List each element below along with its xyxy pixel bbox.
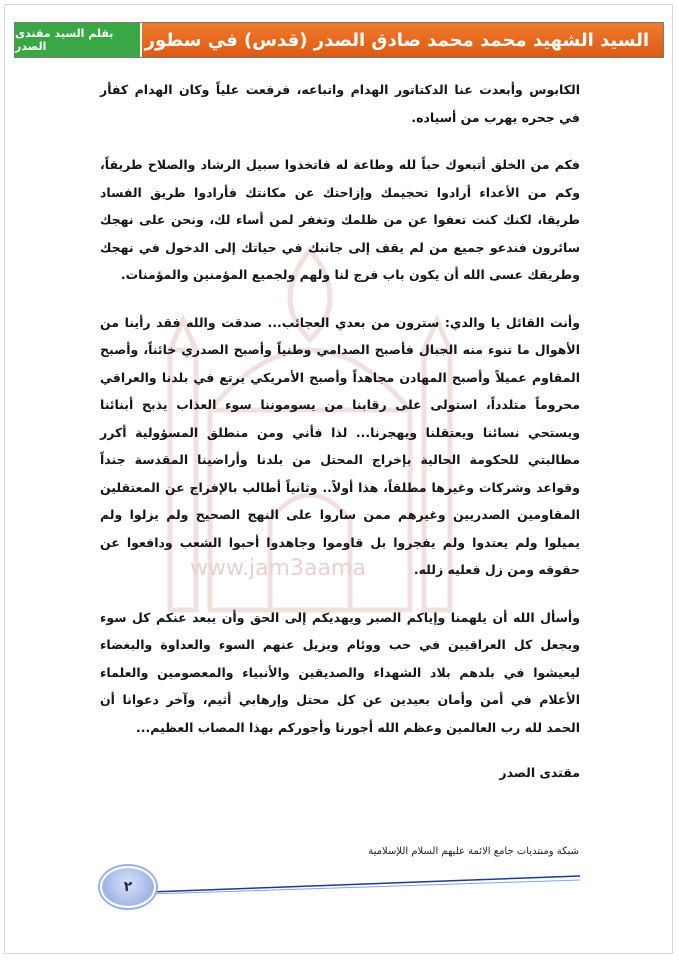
paragraph: فكم من الخلق أتبعوك حباً لله وطاعة له فاتخذوا سبيل الرشاد والصلاح طريقاً، وكم من الأعداء أرادوا تحجيمك وإزاحتك عن مكانتك فأرادوا طريق الفساد طريقا، لكنك كنت تعفوا عن من ظلمك وتغفر لمن أساء لك، ونحن على نهجك سائرون فندعو جميع من لم يقف إلى جانبك في حياتك إلى الدخول في نهجك وطريقك عسى الله أن يكون باب فرج لنا ولهم ولجميع المؤمنين والمؤمنات. [100,157,580,282]
document-body [100,76,580,807]
paragraph: وأسأل الله أن يلهمنا وإياكم الصبر ويهديكم إلى الحق وأن يبعد عنكم كل سوء ويجعل كل العراقيين في حب ووئام ويزيل عنهم السوء والعداوة والبغضاء ليعيشوا في بلدهم بلاد الشهداء والصديقين والأنبياء والمعصومين والعلماء الأعلام في أمن وأمان بعيدين عن كل محتل وإرهابي أثيم، وآخر دعوانا أن الحمد لله رب العالمين وعظم الله أجورنا وأجوركم بهذا المصاب العظيم... [100,609,580,735]
author-badge: بقلم السيد مقتدى الصدر [15,23,142,57]
paragraph: الكابوس وأبعدت عنا الدكتاتور الهدام واتباعه، فرفعت علياً وكان الهدام كفأر في جحره يهرب من أسياده. [100,82,580,125]
watermark-url: www.jam3aama [190,556,366,581]
signature: مقتدى الصدر [499,765,580,780]
page-title: السيد الشهيد محمد محمد صادق الصدر (قدس) في سطور [142,23,663,57]
header-bar [14,22,664,58]
footer-source: شبكة ومنتديات جامع الائمة عليهم السلام اللإسلامية [368,846,579,857]
paragraph: وأنت القائل يا والدي: سترون من بعدي العجائب... صدقت والله فقد رأينا من الأهوال ما تنوء منه الجبال فأصبح الصدامي وطنياً وأصبح الصدري خائناً، وأصبح المقاوم عميلاً وأصبح المهادن مجاهداً وأصبح الأمريكي يرتع في بلدنا والعراقي محروماً متلدداً، استولى على رقابنا من يسوموننا سوء العذاب يذبح أبنائنا ويستحي نسائنا ويعتقلنا ويهجرنا... لذا فأني ومن منطلق المسؤولية أكرر مطالبتي للحكومة الحالية بإخراج المحتل من بلدنا وأراضينا المقدسة جنداً وقواعد وشركات وغيرها مطلقاً، هذا أولاً.. وثانياً أطالب بالإفراج عن المعتقلين المقاومين الصدريين وغيرهم ممن ساروا على النهج الصحيح ولم يزلوا ولم يميلوا ولم يعتدوا ولم يفجروا بل قاوموا وجاهدوا أحبوا الشعب ودافعوا عن حقوقه ومن زل فعليه زلله. [100,314,580,577]
page-number: ٢ [100,866,156,908]
